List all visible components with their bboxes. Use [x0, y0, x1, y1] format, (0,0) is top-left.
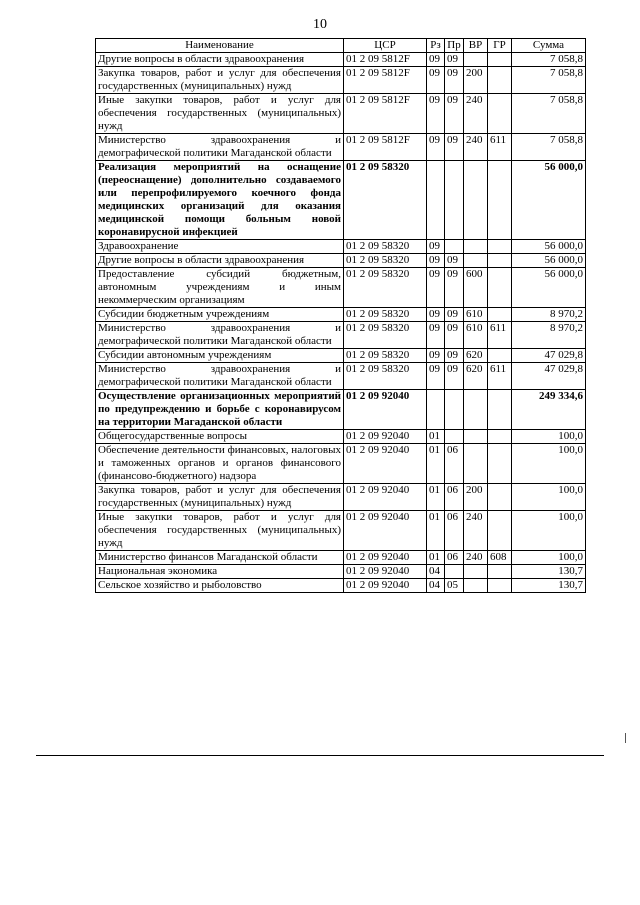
cell-gr: [488, 430, 512, 444]
cell-gr: 611: [488, 363, 512, 390]
table-row: [96, 322, 586, 349]
cell-name: Предоставление субсидий бюджетным, автономным учреждениям и иным некоммерческим организациям: [96, 268, 344, 308]
cell-name: Сельское хозяйство и рыболовство: [96, 579, 344, 593]
cell-sum: 130,7: [512, 565, 586, 579]
cell-vr: 240: [464, 551, 488, 565]
cell-csr: 01 2 09 5812F: [344, 53, 427, 67]
cell-rz: 09: [427, 308, 445, 322]
cell-vr: 600: [464, 268, 488, 308]
header-gr: ГР: [488, 39, 512, 53]
cell-csr: 01 2 09 92040: [344, 390, 427, 430]
cell-csr: 01 2 09 5812F: [344, 94, 427, 134]
cell-csr: 01 2 09 58320: [344, 363, 427, 390]
cell-csr: 01 2 09 92040: [344, 511, 427, 551]
cell-name: Иные закупки товаров, работ и услуг для обеспечения государственных (муниципальных) нужд: [96, 511, 344, 551]
cell-gr: [488, 161, 512, 240]
cell-csr: 01 2 09 92040: [344, 565, 427, 579]
cell-vr: [464, 579, 488, 593]
cell-rz: 09: [427, 94, 445, 134]
header-pr: Пр: [445, 39, 464, 53]
cell-csr: 01 2 09 92040: [344, 551, 427, 565]
cell-sum: 56 000,0: [512, 161, 586, 240]
cell-csr: 01 2 09 58320: [344, 240, 427, 254]
cell-gr: 611: [488, 134, 512, 161]
table-row: [96, 53, 586, 67]
cell-name: Осуществление организационных мероприятий по предупреждению и борьбе с коронавирусом на территории Магаданской области: [96, 390, 344, 430]
cell-sum: 7 058,8: [512, 94, 586, 134]
cell-vr: 200: [464, 67, 488, 94]
table-row: [96, 349, 586, 363]
cell-gr: [488, 484, 512, 511]
cell-pr: 09: [445, 268, 464, 308]
cell-sum: 100,0: [512, 444, 586, 484]
cell-name: Закупка товаров, работ и услуг для обеспечения государственных (муниципальных) нужд: [96, 67, 344, 94]
cell-pr: [445, 430, 464, 444]
cell-name: Министерство здравоохранения и демографической политики Магаданской области: [96, 322, 344, 349]
table-row: [96, 390, 586, 430]
cell-csr: 01 2 09 58320: [344, 254, 427, 268]
table-row: [96, 565, 586, 579]
cell-pr: [445, 565, 464, 579]
cell-sum: 8 970,2: [512, 308, 586, 322]
cell-rz: 09: [427, 240, 445, 254]
cell-csr: 01 2 09 5812F: [344, 67, 427, 94]
cell-vr: [464, 390, 488, 430]
cell-sum: 56 000,0: [512, 268, 586, 308]
budget-table: [95, 38, 586, 593]
header-name: Наименование: [96, 39, 344, 53]
cell-rz: 01: [427, 551, 445, 565]
cell-sum: 56 000,0: [512, 240, 586, 254]
table-row: [96, 268, 586, 308]
cell-rz: [427, 390, 445, 430]
table-row: [96, 579, 586, 593]
cell-pr: 09: [445, 94, 464, 134]
header-csr: ЦСР: [344, 39, 427, 53]
cell-vr: 240: [464, 134, 488, 161]
cell-vr: [464, 444, 488, 484]
cell-sum: 100,0: [512, 484, 586, 511]
cell-gr: [488, 240, 512, 254]
cell-vr: [464, 565, 488, 579]
cell-pr: [445, 390, 464, 430]
cell-rz: 01: [427, 511, 445, 551]
cell-csr: 01 2 09 58320: [344, 161, 427, 240]
cell-gr: [488, 565, 512, 579]
table-body: [96, 53, 586, 593]
table-row: [96, 511, 586, 551]
cell-csr: 01 2 09 92040: [344, 430, 427, 444]
cell-vr: [464, 161, 488, 240]
cell-pr: [445, 161, 464, 240]
cell-vr: 240: [464, 94, 488, 134]
bottom-rule: [36, 755, 604, 756]
cell-rz: [427, 161, 445, 240]
cell-gr: [488, 579, 512, 593]
cell-name: Субсидии автономным учреждениям: [96, 349, 344, 363]
cell-gr: [488, 511, 512, 551]
cell-gr: [488, 254, 512, 268]
cell-vr: 610: [464, 308, 488, 322]
cell-name: Закупка товаров, работ и услуг для обеспечения государственных (муниципальных) нужд: [96, 484, 344, 511]
cell-sum: 7 058,8: [512, 134, 586, 161]
cell-pr: 09: [445, 254, 464, 268]
cell-csr: 01 2 09 92040: [344, 444, 427, 484]
cell-vr: 240: [464, 511, 488, 551]
cell-pr: 06: [445, 511, 464, 551]
cell-csr: 01 2 09 58320: [344, 349, 427, 363]
cell-pr: 06: [445, 484, 464, 511]
cell-gr: [488, 268, 512, 308]
cell-csr: 01 2 09 92040: [344, 579, 427, 593]
cell-name: Реализация мероприятий на оснащение (переоснащение) дополнительно создаваемого или перепрофилируемого коечного фонда медицинских организаций для оказания медицинской помощи больным новой коронавирусной инфекцией: [96, 161, 344, 240]
cell-name: Субсидии бюджетным учреждениям: [96, 308, 344, 322]
table-row: [96, 363, 586, 390]
cell-rz: 09: [427, 134, 445, 161]
cell-sum: 100,0: [512, 511, 586, 551]
cell-vr: 620: [464, 349, 488, 363]
cell-rz: 09: [427, 53, 445, 67]
cell-gr: [488, 349, 512, 363]
cell-pr: 05: [445, 579, 464, 593]
cell-sum: 47 029,8: [512, 349, 586, 363]
table-row: [96, 444, 586, 484]
cell-gr: [488, 308, 512, 322]
cell-sum: 7 058,8: [512, 53, 586, 67]
margin-mark: [625, 733, 626, 743]
cell-rz: 01: [427, 444, 445, 484]
page-number: 10: [313, 17, 327, 32]
cell-rz: 09: [427, 349, 445, 363]
cell-rz: 04: [427, 579, 445, 593]
cell-name: Другие вопросы в области здравоохранения: [96, 53, 344, 67]
cell-pr: 09: [445, 134, 464, 161]
table-header-row: [96, 39, 586, 53]
cell-gr: [488, 444, 512, 484]
table-row: [96, 94, 586, 134]
header-sum: Сумма: [512, 39, 586, 53]
table-row: [96, 484, 586, 511]
cell-pr: 09: [445, 308, 464, 322]
cell-pr: 06: [445, 551, 464, 565]
cell-name: Обеспечение деятельности финансовых, налоговых и таможенных органов и органов финансового (финансово-бюджетного) надзора: [96, 444, 344, 484]
cell-name: Другие вопросы в области здравоохранения: [96, 254, 344, 268]
table-row: [96, 134, 586, 161]
table-row: [96, 308, 586, 322]
table-row: [96, 254, 586, 268]
cell-csr: 01 2 09 58320: [344, 322, 427, 349]
cell-gr: [488, 390, 512, 430]
table-row: [96, 551, 586, 565]
cell-pr: 09: [445, 363, 464, 390]
cell-sum: 56 000,0: [512, 254, 586, 268]
cell-pr: 09: [445, 322, 464, 349]
cell-sum: 100,0: [512, 430, 586, 444]
cell-gr: [488, 67, 512, 94]
cell-pr: [445, 240, 464, 254]
cell-name: Министерство финансов Магаданской области: [96, 551, 344, 565]
table-row: [96, 240, 586, 254]
cell-gr: 611: [488, 322, 512, 349]
cell-name: Министерство здравоохранения и демографической политики Магаданской области: [96, 134, 344, 161]
cell-rz: 09: [427, 363, 445, 390]
table-row: [96, 67, 586, 94]
cell-pr: 09: [445, 349, 464, 363]
cell-csr: 01 2 09 58320: [344, 268, 427, 308]
cell-rz: 09: [427, 254, 445, 268]
cell-pr: 06: [445, 444, 464, 484]
cell-sum: 7 058,8: [512, 67, 586, 94]
cell-rz: 09: [427, 268, 445, 308]
cell-vr: [464, 53, 488, 67]
cell-vr: 620: [464, 363, 488, 390]
cell-gr: [488, 53, 512, 67]
cell-sum: 249 334,6: [512, 390, 586, 430]
cell-gr: 608: [488, 551, 512, 565]
cell-rz: 01: [427, 430, 445, 444]
cell-vr: 610: [464, 322, 488, 349]
cell-pr: 09: [445, 67, 464, 94]
cell-vr: 200: [464, 484, 488, 511]
cell-vr: [464, 240, 488, 254]
cell-gr: [488, 94, 512, 134]
cell-pr: 09: [445, 53, 464, 67]
cell-sum: 100,0: [512, 551, 586, 565]
table-row: [96, 430, 586, 444]
cell-csr: 01 2 09 5812F: [344, 134, 427, 161]
cell-csr: 01 2 09 58320: [344, 308, 427, 322]
cell-rz: 09: [427, 67, 445, 94]
cell-sum: 47 029,8: [512, 363, 586, 390]
cell-rz: 09: [427, 322, 445, 349]
header-rz: Рз: [427, 39, 445, 53]
table-row: [96, 161, 586, 240]
cell-name: Иные закупки товаров, работ и услуг для обеспечения государственных (муниципальных) нужд: [96, 94, 344, 134]
cell-name: Общегосударственные вопросы: [96, 430, 344, 444]
cell-rz: 04: [427, 565, 445, 579]
cell-csr: 01 2 09 92040: [344, 484, 427, 511]
cell-rz: 01: [427, 484, 445, 511]
cell-name: Национальная экономика: [96, 565, 344, 579]
header-vr: ВР: [464, 39, 488, 53]
cell-vr: [464, 430, 488, 444]
cell-name: Здравоохранение: [96, 240, 344, 254]
cell-sum: 8 970,2: [512, 322, 586, 349]
cell-name: Министерство здравоохранения и демографической политики Магаданской области: [96, 363, 344, 390]
cell-sum: 130,7: [512, 579, 586, 593]
cell-vr: [464, 254, 488, 268]
